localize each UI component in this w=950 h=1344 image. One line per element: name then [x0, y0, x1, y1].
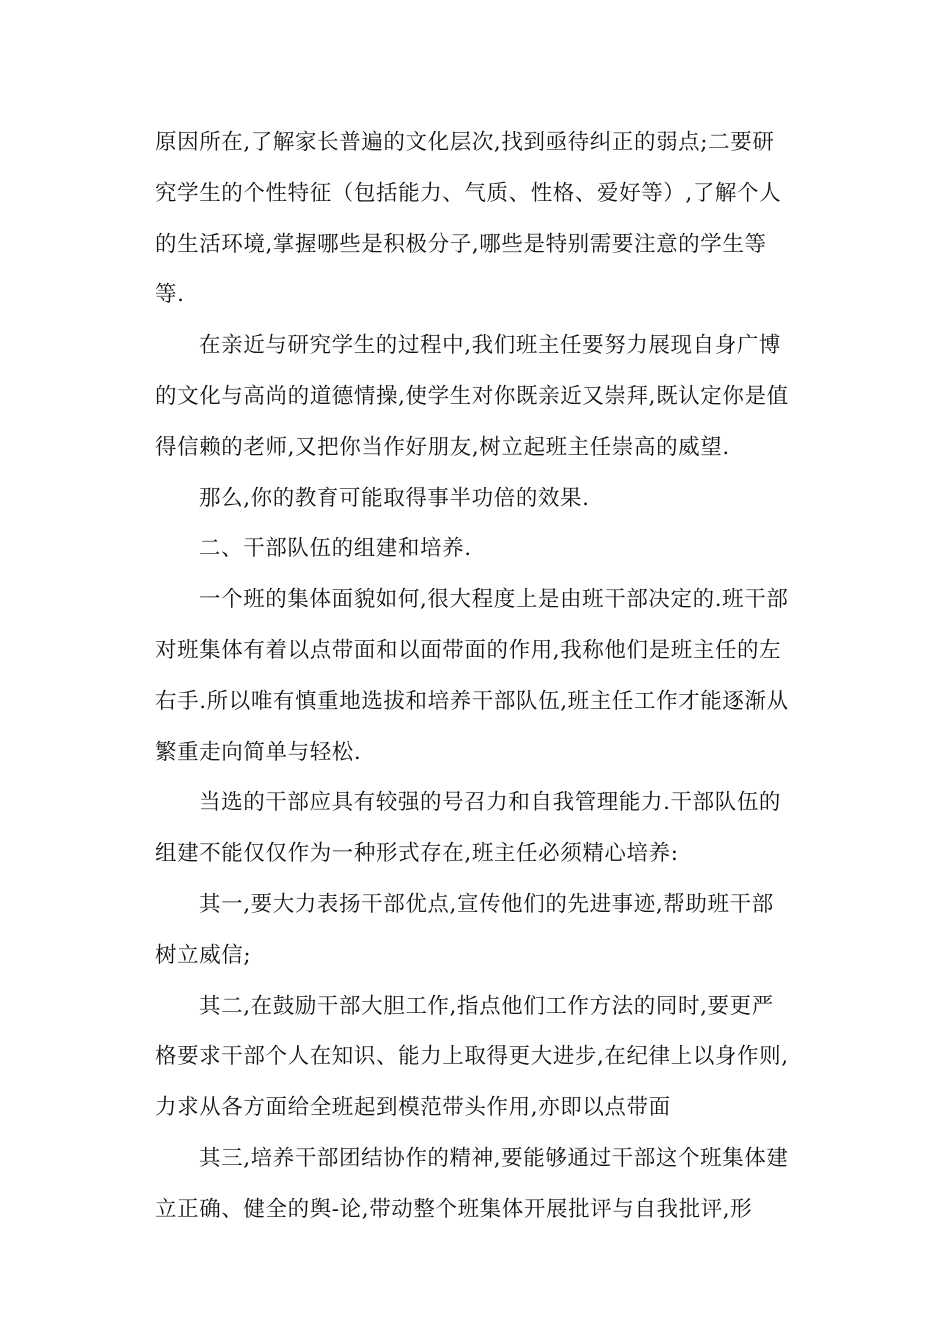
- document-body: [155, 118, 795, 1236]
- paragraph-5: 当选的干部应具有较强的号召力和自我管理能力.干部队伍的组建不能仅仅作为一种形式存在,班主任必须精心培养:: [155, 790, 782, 867]
- paragraph-1: 原因所在,了解家长普遍的文化层次,找到亟待纠正的弱点;二要研究学生的个性特征（包括能力、气质、性格、爱好等）,了解个人的生活环境,掌握哪些是积极分子,哪些是特别需要注意的学生等等.: [155, 130, 782, 308]
- paragraph-6: 其一,要大力表扬干部优点,宣传他们的先进事迹,帮助班干部树立威信;: [155, 891, 774, 968]
- paragraph-4: 一个班的集体面貌如何,很大程度上是由班干部决定的.班干部对班集体有着以点带面和以面带面的作用,我称他们是班主任的左右手.所以唯有慎重地选拔和培养干部队伍,班主任工作才能逐渐从繁重走向简单与轻松.: [155, 587, 789, 765]
- paragraph-3: 那么,你的教育可能取得事半功倍的效果.: [199, 485, 590, 511]
- section-heading: 二、干部队伍的组建和培养.: [199, 536, 472, 562]
- paragraph-7: 其二,在鼓励干部大胆工作,指点他们工作方法的同时,要更严格要求干部个人在知识、能力上取得更大进步,在纪律上以身作则,力求从各方面给全班起到模范带头作用,亦即以点带面: [155, 993, 789, 1121]
- paragraph-8: 其三,培养干部团结协作的精神,要能够通过干部这个班集体建立正确、健全的舆-论,带动整个班集体开展批评与自我批评,形: [155, 1145, 789, 1222]
- paragraph-2: 在亲近与研究学生的过程中,我们班主任要努力展现自身广博的文化与高尚的道德情操,使学生对你既亲近又崇拜,既认定你是值得信赖的老师,又把你当作好朋友,树立起班主任崇高的威望.: [155, 333, 789, 460]
